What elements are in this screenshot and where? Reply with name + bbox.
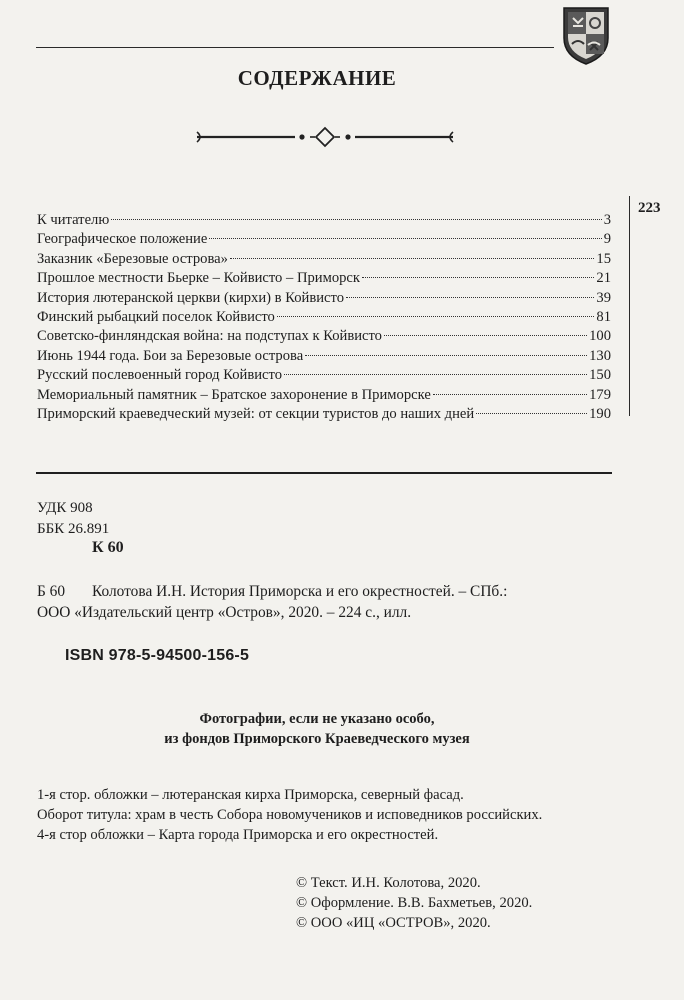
toc-entry-title: Советско-финляндская война: на подступах к Койвисто: [37, 328, 382, 345]
toc-entry-title: Июнь 1944 года. Бои за Березовые острова: [37, 347, 304, 364]
photo-credit-line-2: из фондов Приморского Краеведческого музея: [164, 731, 470, 747]
toc-leader: [346, 297, 594, 298]
toc-leader: [433, 394, 587, 395]
cover-note: Оборот титула: храм в честь Собора новомучеников и исповедников российских.: [37, 806, 543, 823]
record-line-2: ООО «Издательский центр «Остров», 2020. – 224 с., илл.: [37, 603, 412, 621]
coat-of-arms-icon: [560, 4, 612, 66]
toc-leader: [230, 258, 594, 259]
copyright-line: © Оформление. В.В. Бахметьев, 2020.: [296, 895, 533, 911]
record-label: Б 60: [37, 583, 66, 600]
bibliographic-record: [37, 582, 621, 623]
toc-entry-title: Прошлое местности Бьерке – Койвисто – Приморск: [37, 270, 360, 287]
toc-entry-page: 179: [589, 386, 611, 403]
isbn: ISBN 978-5-94500-156-5: [65, 647, 250, 664]
toc-entry: [37, 405, 611, 424]
cover-note: 1-я стор. обложки – лютеранская кирха Приморска, северный фасад.: [37, 787, 464, 803]
toc-entry: [37, 347, 611, 366]
toc-entry-page: 21: [596, 270, 611, 287]
toc-leader: [384, 335, 587, 336]
toc-entry: [37, 289, 611, 308]
toc-entry-page: 100: [589, 328, 611, 345]
toc-entry-title: Русский послевоенный город Койвисто: [37, 367, 283, 384]
toc-leader: [284, 374, 587, 375]
toc-entry: [37, 230, 611, 249]
toc-entry-title: Географическое положение: [37, 231, 208, 248]
cover-note: 4-я стор обложки – Карта города Приморска и его окрестностей.: [37, 826, 439, 843]
toc-entry-title: К читателю: [37, 212, 110, 228]
toc-entry-page: 130: [589, 347, 611, 364]
udk-code: УДК 908: [37, 500, 93, 516]
toc-entry: [37, 366, 611, 385]
toc-entry-page: 81: [596, 309, 611, 326]
page-title: СОДЕРЖАНИЕ: [237, 66, 397, 90]
toc-entry-page: 3: [603, 212, 611, 228]
toc-leader: [305, 355, 587, 356]
table-of-contents: [37, 211, 611, 424]
header-rule: [36, 47, 554, 48]
toc-entry: [37, 211, 611, 230]
toc-entry-title: Приморский краеведческий музей: от секции туристов до наших дней: [37, 406, 475, 423]
photo-credit-line-1: Фотографии, если не указано особо,: [199, 711, 435, 727]
toc-entry: [37, 386, 611, 405]
toc-entry-title: Мемориальный памятник – Братское захоронение в Приморске: [37, 386, 431, 403]
copyright-line: © ООО «ИЦ «ОСТРОВ», 2020.: [296, 915, 491, 931]
section-rule: [36, 472, 612, 474]
toc-entry: [37, 327, 611, 346]
toc-leader: [362, 277, 594, 278]
cover-notes: [37, 786, 542, 845]
toc-entry: [37, 308, 611, 327]
toc-entry-title: История лютеранской церкви (кирхи) в Койвисто: [37, 289, 344, 306]
copyright-line: © Текст. И.Н. Колотова, 2020.: [296, 875, 481, 891]
author-mark: К 60: [92, 539, 124, 556]
page-number: 223: [638, 200, 661, 216]
toc-leader: [476, 413, 587, 414]
page-number-rule: [629, 196, 630, 416]
toc-entry-title: Финский рыбацкий поселок Койвисто: [37, 309, 275, 326]
toc-entry-page: 39: [596, 289, 611, 306]
toc-entry-page: 190: [589, 406, 611, 423]
toc-leader: [111, 219, 601, 220]
toc-entry: [37, 250, 611, 269]
copyright-block: [296, 873, 532, 933]
toc-entry-page: 9: [603, 231, 611, 248]
bbk-code: ББК 26.891: [37, 521, 110, 537]
toc-leader: [209, 238, 601, 239]
ornament-divider-icon: [195, 126, 455, 148]
toc-entry-page: 15: [596, 250, 611, 267]
record-line-1: Колотова И.Н. История Приморска и его окрестностей. – СПб.:: [92, 583, 508, 600]
toc-entry-page: 150: [589, 367, 611, 384]
toc-leader: [277, 316, 595, 317]
classification-codes: [37, 498, 109, 540]
toc-entry-title: Заказник «Березовые острова»: [37, 250, 228, 267]
toc-entry: [37, 269, 611, 288]
photo-credit: [0, 709, 634, 749]
